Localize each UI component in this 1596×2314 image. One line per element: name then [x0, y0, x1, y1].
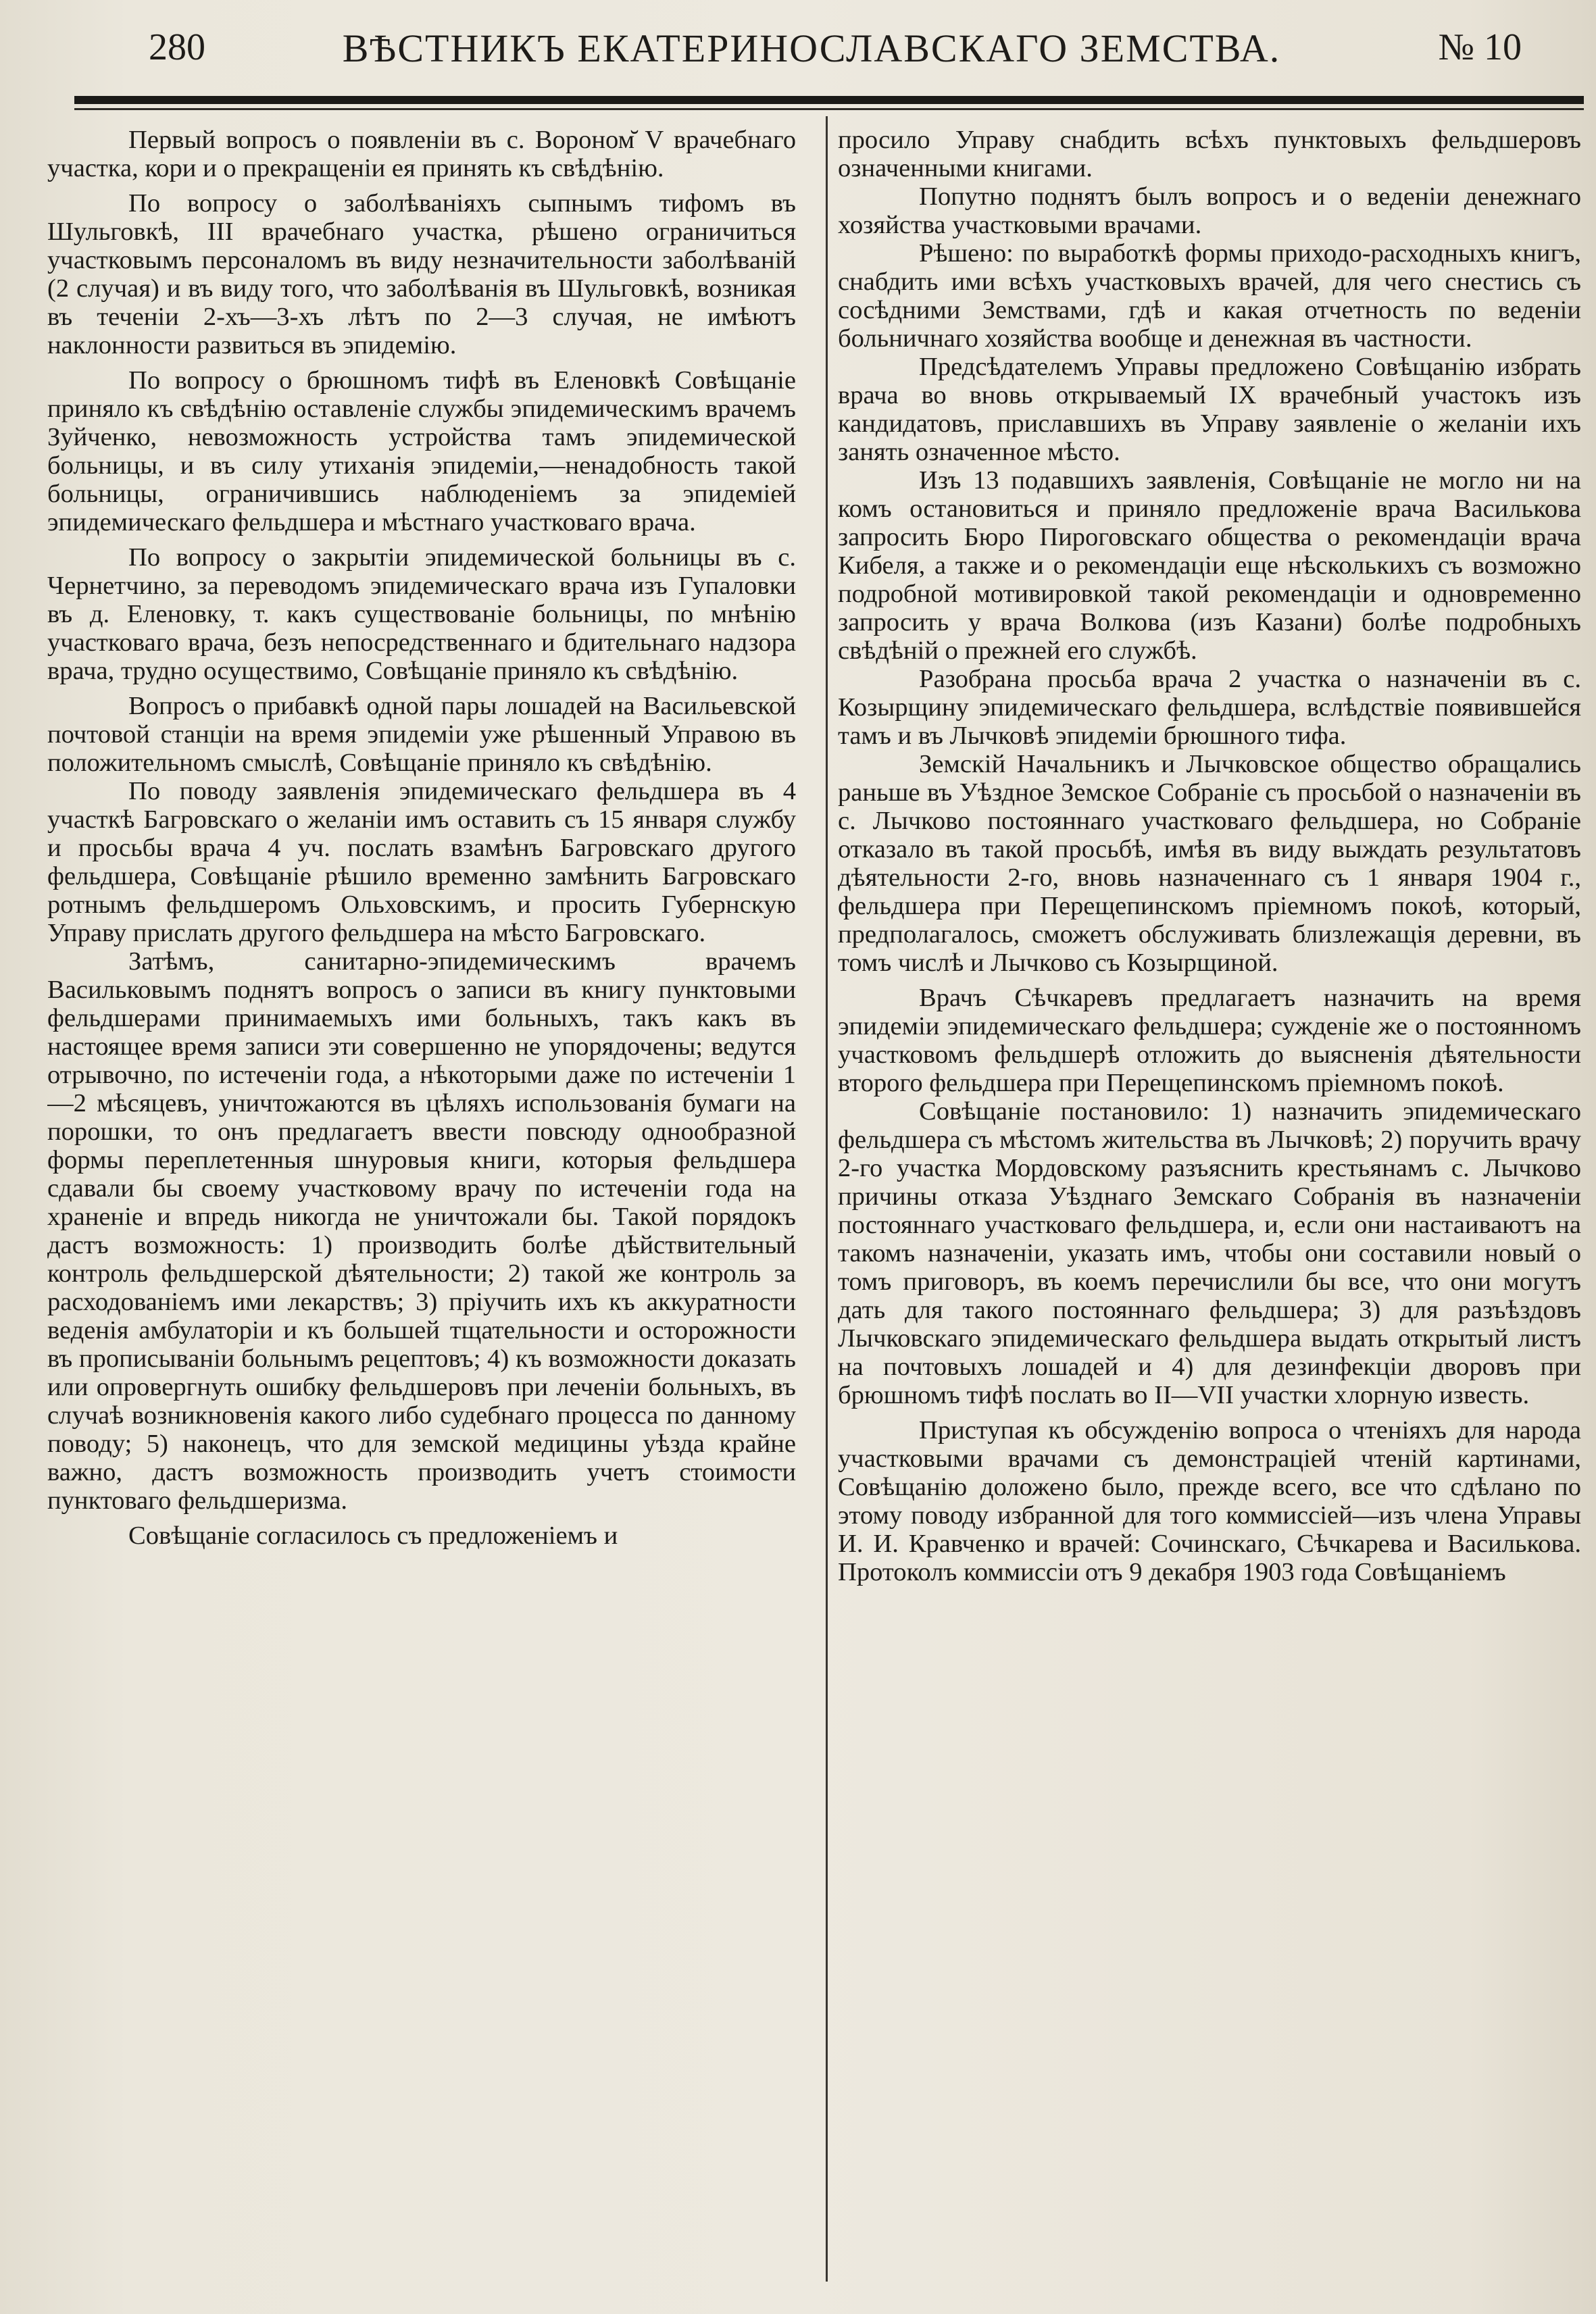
- issue-number: № 10: [1438, 26, 1522, 68]
- paragraph: Предсѣдателемъ Управы предложено Совѣщанію избрать врача во вновь открываемый IX врачебный участокъ изъ кандидатовъ, приславшихъ въ Управу заявленіе о желаніи ихъ занять означенное мѣсто.: [838, 353, 1581, 466]
- paragraph: Вопросъ о прибавкѣ одной пары лошадей на Васильевской почтовой станціи на время эпидеміи уже рѣшенный Управою въ положительномъ смыслѣ, Совѣщаніе приняло къ свѣдѣнію.: [47, 692, 796, 777]
- paragraph: Попутно поднятъ былъ вопросъ и о веденіи денежнаго хозяйства участковыми врачами.: [838, 182, 1581, 239]
- left-column: [47, 126, 796, 2298]
- paragraph: Совѣщаніе постановило: 1) назначить эпидемическаго фельдшера съ мѣстомъ жительства въ Лычковѣ; 2) поручить врачу 2-го участка Мордовскому разъяснить крестьянамъ с. Лычково причины отказа Уѣзднаго Земскаго Собранія въ назначеніи постояннаго участковаго фельдшера, и, если они настаиваютъ на такомъ назначеніи, указать имъ, чтобы они составили новый о томъ приговоръ, въ коемъ перечислили бы все, что они могутъ дать для такого постояннаго фельдшера; 3) для разъѣздовъ Лычковскаго эпидемическаго фельдшера выдать открытый листъ на почтовыхъ лошадей и 4) для дезинфекціи дворовъ при брюшномъ тифѣ послать во II—VII участки хлорную известь.: [838, 1097, 1581, 1409]
- header-rule-thick: [74, 96, 1584, 104]
- column-divider: [826, 116, 828, 2282]
- paragraph: Первый вопросъ о появленіи въ с. Вороном̆ V врачебнаго участка, кори и о прекращеніи ея принять къ свѣдѣнію.: [47, 126, 796, 182]
- paragraph: Врачъ Сѣчкаревъ предлагаетъ назначить на время эпидеміи эпидемическаго фельдшера; сужденіе же о постоянномъ участковомъ фельдшерѣ отложить до выясненія дѣятельности второго фельдшера при Перещепинскомъ пріемномъ покоѣ.: [838, 984, 1581, 1097]
- paragraph-continued: просило Управу снабдить всѣхъ пунктовыхъ фельдшеровъ означенными книгами.: [838, 126, 1581, 182]
- paragraph: Земскій Начальникъ и Лычковское общество обращались раньше въ Уѣздное Земское Собраніе съ просьбой о назначеніи въ с. Лычково постояннаго участковаго фельдшера, но Собраніе отказало въ такой просьбѣ, имѣя въ виду выждать результатовъ дѣятельности 2-го, вновь назначеннаго съ 1 января 1904 г., фельдшера при Перещепинскомъ пріемномъ покоѣ, который, предполагалось, сможетъ обслуживать близлежащія деревни, въ томъ числѣ и Лычково съ Козырщиной.: [838, 750, 1581, 977]
- paragraph: Затѣмъ, санитарно-эпидемическимъ врачемъ Васильковымъ поднятъ вопросъ о записи въ книгу пунктовыми фельдшерами принимаемыхъ ими больныхъ, такъ какъ въ настоящее время записи эти совершенно не упорядочены; ведутся отрывочно, по истеченіи года, а нѣкоторыми даже по истеченіи 1—2 мѣсяцевъ, уничтожаются въ цѣляхъ использованія бумаги на порошки, то онъ предлагаетъ ввести повсюду однообразной формы переплетенныя шнуровыя книги, которыя фельдшера сдавали бы своему участковому врачу по истеченіи года на храненіе и впредь никогда не уничтожали бы. Такой порядокъ дастъ возможность: 1) производить болѣе дѣйствительный контроль фельдшерской дѣятельности; 2) такой же контроль за расходованіемъ ими лекарствъ; 3) пріучить ихъ къ аккуратности веденія амбулаторіи и къ большей тщательности и осторожности въ прописываніи больнымъ рецептовъ; 4) къ возможности доказать или опровергнуть ошибку фельдшеровъ при леченіи больныхъ, въ случаѣ возникновенія какого либо судебнаго процесса по данному поводу; 5) наконецъ, что для земской медицины уѣзда крайне важно, дастъ возможность производить учетъ стоимости пунктоваго фельдшеризма.: [47, 947, 796, 1515]
- paragraph: Приступая къ обсужденію вопроса о чтеніяхъ для народа участковыми врачами съ демонстраціей чтеній картинами, Совѣщанію доложено было, прежде всего, все что сдѣлано по этому поводу избранной для того коммиссіей—изъ члена Управы И. И. Кравченко и врачей: Сочинскаго, Сѣчкарева и Василькова. Протоколъ коммиссіи отъ 9 декабря 1903 года Совѣщаніемъ: [838, 1416, 1581, 1586]
- journal-title: ВѢСТНИКЪ ЕКАТЕРИНОСЛАВСКАГО ЗЕМСТВА.: [342, 26, 1281, 70]
- paragraph: По вопросу о закрытіи эпидемической больницы въ с. Чернетчино, за переводомъ эпидемическаго врача изъ Гупаловки въ д. Еленовку, т. какъ существованіе больницы, по мнѣнію участковаго врача, безъ непосредственнаго и бдительнаго надзора врача, трудно осуществимо, Совѣщаніе приняло къ свѣдѣнію.: [47, 543, 796, 685]
- header-rule-thin: [74, 108, 1584, 110]
- paragraph: Изъ 13 подавшихъ заявленія, Совѣщаніе не могло ни на комъ остановиться и приняло предложеніе врача Василькова запросить Бюро Пироговскаго общества о рекомендаціи врача Кибеля, а также и о рекомендаціи еще нѣсколькихъ съ возможно подробной мотивировкой такой рекомендаціи и одновременно запросить у врача Волкова (изъ Казани) болѣе подробныхъ свѣдѣній о прежней его службѣ.: [838, 466, 1581, 665]
- paragraph: Совѣщаніе согласилось съ предложеніемъ и: [128, 1521, 618, 1550]
- paragraph: По вопросу о заболѣваніяхъ сыпнымъ тифомъ въ Шульговкѣ, III врачебнаго участка, рѣшено ограничиться участковымъ персоналомъ въ виду незначительности заболѣваній (2 случая) и въ виду того, что заболѣванія въ Шульговкѣ, возникая въ теченіи 2-хъ—3-хъ лѣтъ по 2—3 случая, не имѣютъ наклонности развиться въ эпидемію.: [47, 189, 796, 359]
- page-header: [74, 26, 1549, 80]
- paragraph: Разобрана просьба врача 2 участка о назначеніи въ с. Козырщину эпидемическаго фельдшера, вслѣдствіе появившейся тамъ и въ Лычковѣ эпидеміи брюшного тифа.: [838, 665, 1581, 750]
- paragraph: По поводу заявленія эпидемическаго фельдшера въ 4 участкѣ Багровскаго о желаніи имъ оставить съ 15 января службу и просьбы врача 4 уч. послать взамѣнъ Багровскаго другого фельдшера, Совѣщаніе рѣшило временно замѣнить Багровскаго ротнымъ фельдшеромъ Ольховскимъ, и просить Губернскую Управу прислать другого фельдшера на мѣсто Багровскаго.: [47, 777, 796, 947]
- paragraph: Рѣшено: по выработкѣ формы приходо-расходныхъ книгъ, снабдить ими всѣхъ участковыхъ врачей, для чего снестись съ сосѣдними Земствами, гдѣ и какая отчетность по веденіи больничнаго хозяйства вообще и денежная въ частности.: [838, 239, 1581, 353]
- paragraph: По вопросу о брюшномъ тифѣ въ Еленовкѣ Совѣщаніе приняло къ свѣдѣнію оставленіе службы эпидемическимъ врачемъ Зуйченко, невозможность устройства тамъ эпидемической больницы, и въ силу утиханія эпидеміи,—ненадобность такой больницы, ограничившись наблюденіемъ за эпидеміей эпидемическаго фельдшера и мѣстнаго участковаго врача.: [47, 366, 796, 536]
- right-column: [838, 126, 1581, 2298]
- page-number: 280: [149, 26, 205, 68]
